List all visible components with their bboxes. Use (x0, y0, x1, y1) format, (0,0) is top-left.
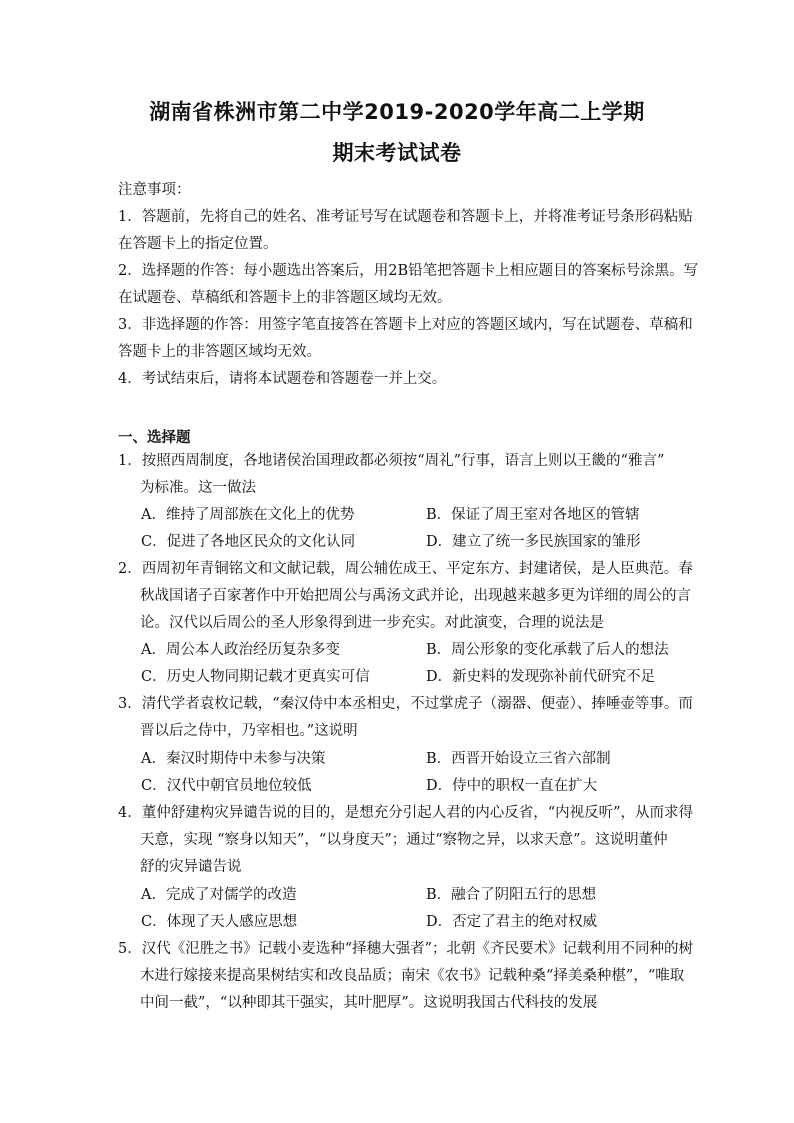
notes-heading: 注意事项： (118, 182, 191, 198)
notes-line: 3．非选择题的作答：用签字笔直接答在答题卡上对应的答题区域内，写在试题卷、草稿和 (118, 317, 693, 333)
question-3-stem: 晋以后之侍中，乃宰相也。”这说明 (140, 723, 358, 739)
question-2-option-a: A．周公本人政治经历复杂多变 (141, 642, 340, 658)
question-5-stem: 中间一截”，“以种即其干强实，其叶肥厚”。这说明我国古代科技的发展 (140, 995, 598, 1011)
question-4-option-b: B．融合了阴阳五行的思想 (426, 887, 597, 903)
question-1-option-a: A．维持了周部族在文化上的优势 (141, 507, 355, 523)
question-5-stem: 木进行嫁接来提高果树结实和改良品质；南宋《农书》记载种桑“择美桑种椹”，“唯取 (140, 968, 685, 984)
question-4-stem: 4．董仲舒建构灾异谴告说的目的，是想充分引起人君的内心反省，“内视反听”，从而求得 (118, 805, 694, 821)
question-3-option-b: B．西晋开始设立三省六部制 (426, 751, 611, 767)
notes-line: 2．选择题的作答：每小题选出答案后，用2B铅笔把答题卡上相应题目的答案标号涂黑。写 (118, 263, 699, 279)
notes-line: 1．答题前，先将自己的姓名、准考证号写在试题卷和答题卡上，并将准考证号条形码粘贴 (118, 209, 693, 225)
question-1-option-b: B．保证了周王室对各地区的管辖 (426, 507, 640, 523)
question-1-stem: 1．按照西周制度，各地诸侯治国理政都必须按“周礼”行事，语言上则以王畿的“雅言” (118, 453, 665, 469)
question-1-stem: 为标准。这一做法 (140, 480, 256, 496)
question-3-option-a: A．秦汉时期侍中未参与决策 (141, 751, 326, 767)
question-5-stem: 5．汉代《氾胜之书》记载小麦选种“择穗大强者”；北朝《齐民要术》记载利用不同种的树 (118, 941, 694, 957)
exam-title-line2: 期末考试试卷 (332, 141, 462, 165)
question-4-option-a: A．完成了对儒学的改造 (141, 887, 297, 903)
question-2-stem: 秋战国诸子百家著作中开始把周公与禹汤文武并论，出现越来越多更为详细的周公的言 (140, 588, 691, 604)
question-4-option-d: D．否定了君主的绝对权威 (426, 914, 598, 930)
section-title: 一、选择题 (118, 430, 191, 446)
question-3-option-d: D．侍中的职权一直在扩大 (426, 778, 598, 794)
question-1-option-c: C．促进了各地区民众的文化认同 (141, 534, 356, 550)
notes-line: 在试题卷、草稿纸和答题卡上的非答题区域均无效。 (118, 290, 452, 306)
question-4-option-c: C．体现了天人感应思想 (141, 914, 298, 930)
notes-line: 在答题卡上的指定位置。 (118, 236, 278, 252)
question-3-option-c: C．汉代中朝官员地位较低 (141, 778, 312, 794)
question-2-option-d: D．新史料的发现弥补前代研究不足 (426, 669, 656, 685)
question-2-option-b: B．周公形象的变化承载了后人的想法 (426, 642, 669, 658)
question-2-option-c: C．历史人物同期记载才更真实可信 (141, 669, 370, 685)
question-2-stem: 2．西周初年青铜铭文和文献记载，周公辅佐成王、平定东方、封建诸侯，是人臣典范。春 (118, 561, 693, 577)
question-1-option-d: D．建立了统一多民族国家的雏形 (426, 534, 641, 550)
question-3-stem: 3．清代学者袁枚记载，“秦汉侍中本丞相史，不过掌虎子（溺器、便壶）、捧唾壶等事。而 (118, 696, 693, 712)
question-4-stem: 舒的灾异谴告说 (140, 859, 242, 875)
notes-line: 答题卡上的非答题区域均无效。 (118, 344, 321, 360)
notes-line: 4．考试结束后，请将本试题卷和答题卷一并上交。 (118, 371, 447, 387)
question-4-stem: 天意，实现 “察身以知天”，“以身度天”；通过“察物之异，以求天意”。这说明董仲 (140, 832, 668, 848)
exam-title-line1: 湖南省株洲市第二中学2019-2020学年高二上学期 (149, 100, 645, 124)
question-2-stem: 论。汉代以后周公的圣人形象得到进一步充实。对此演变，合理的说法是 (140, 615, 604, 631)
